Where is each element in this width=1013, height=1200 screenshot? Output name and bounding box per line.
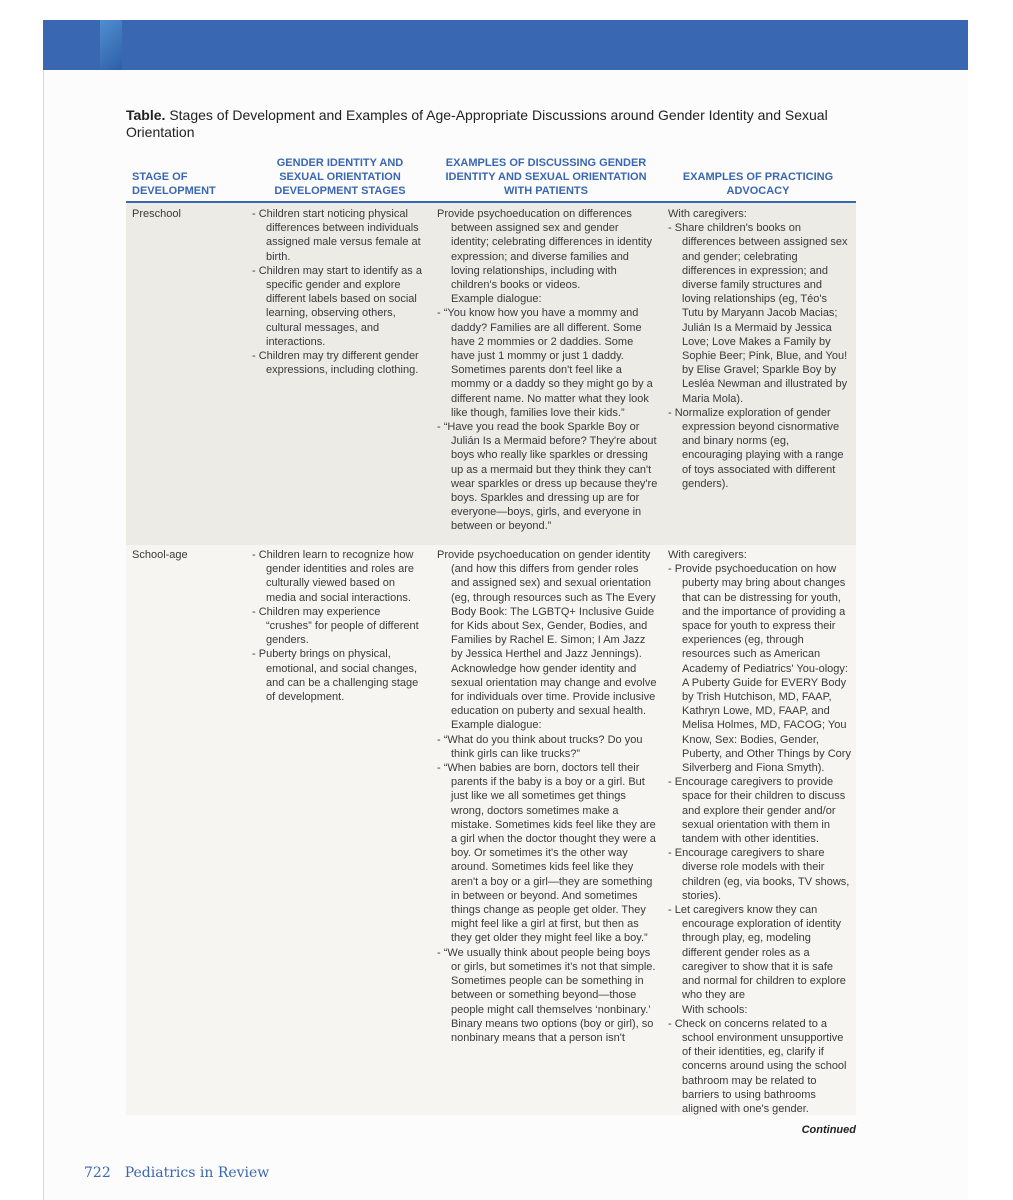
advocacy-cell-preschool [668, 207, 851, 491]
list-item: - Provide psychoeducation on how puberty may bring about changes that can be distressing for youth, and the importance of providing a space for youth to express their experiences (eg, through resources such as American Academy of Pediatrics' You-ology: A Puberty Guide for EVERY Body by Trish Hutchison, MD, FAAP, Kathryn Lowe, MD, FAAP, and Melisa Holmes, MD, FACOG; You Know, Sex: Bodies, Gender, Puberty, and Other Things by Cory Silverberg and Fiona Smyth). [668, 563, 851, 775]
list-item: - “You know how you have a mommy and daddy? Families are all different. Some have 2 mommies or 2 daddies. Some have just 1 mommy or just 1 daddy. Sometimes parents don't feel like a mommy or a daddy so they might go by a different name. No matter what they look like though, families love their kids.” [437, 307, 653, 419]
list-item: - Children learn to recognize how gender identities and roles are culturally viewed based on media and social interactions. [252, 549, 414, 604]
list-item: - “When babies are born, doctors tell their parents if the baby is a boy or a girl. But just like we all sometimes get things wrong, doctors sometimes make a mistake. Sometimes kids feel like they are a girl when the doctor thought they were a boy. Or sometimes it's the other way around. Sometimes kids feel like they aren't a boy or a girl—they are something in between or beyond. And sometimes things change as people get older. They might feel like a girl at first, but then as they get older they might feel like a boy.” [437, 762, 656, 945]
column-header-development: GENDER IDENTITY AND SEXUAL ORIENTATION DEVELOPMENT STAGES [274, 157, 406, 197]
page-footer [84, 1165, 283, 1181]
stage-cell-preschool: Preschool [132, 208, 181, 220]
list-item: - Encourage caregivers to provide space for their children to discuss and explore their gender and/or sexual orientation with them in tandem with other identities. [668, 776, 846, 846]
discussing-cell-school-age [437, 548, 659, 1045]
list-item: - Children may experience “crushes” for people of different genders. [252, 605, 419, 647]
list-item: - Children may start to identify as a specific gender and explore different labels based on social learning, observing others, cultural messages, and interactions. [252, 264, 422, 348]
page-number: 722 [84, 1165, 111, 1181]
dialogue-label: Example dialogue: [451, 719, 542, 732]
stage-cell-school-age: School-age [132, 549, 188, 561]
header-accent-block [100, 20, 122, 70]
development-cell-school-age [252, 548, 424, 704]
continued-note: Continued [801, 1124, 856, 1136]
advocacy-label-schools: With schools: [682, 1003, 748, 1016]
discussing-cell-preschool [437, 207, 659, 534]
page-left-rule [43, 70, 44, 1200]
advocacy-label: With caregivers: [668, 208, 747, 220]
list-item: - Normalize exploration of gender expression beyond cisnormative and binary norms (eg, encouraging playing with a range of toys associated with different genders). [668, 406, 844, 490]
discussing-intro: Provide psychoeducation on differences between assigned sex and gender identity; celebrating differences in identity expression; and diverse families and loving relationships, including with children's books or videos. [437, 208, 652, 292]
column-header-stage: STAGE OF DEVELOPMENT [132, 171, 216, 197]
list-item: - Children start noticing physical differences between individuals assigned male versus female at birth. [252, 208, 421, 263]
list-item: - Check on concerns related to a school environment unsupportive of their identities, eg, clarify if concerns around using the school bathroom may be related to barriers to using bathrooms aligned with one's gender. [668, 1017, 847, 1115]
advocacy-label: With caregivers: [668, 549, 747, 561]
development-cell-preschool [252, 207, 424, 377]
column-header-advocacy: EXAMPLES OF PRACTICING ADVOCACY [682, 171, 834, 197]
list-item: - Let caregivers know they can encourage exploration of identity through play, eg, modeling different gender roles as a caregiver to show that it is safe and normal for children to explore who they are [668, 904, 846, 1002]
table-caption-label: Table. [126, 107, 166, 123]
list-item: - Encourage caregivers to share diverse role models with their children (eg, via books, TV shows, stories). [668, 847, 850, 902]
list-item: - “What do you think about trucks? Do you think girls can like trucks?” [437, 733, 643, 760]
list-item: - Share children's books on differences between assigned sex and gender; celebrating differences in expression; and diverse family structures and loving relationships (eg, Téo's Tutu by Maryann Jacob Macias; Julián Is a Mermaid by Jessica Love; Love Makes a Family by Sophie Beer; Pink, Blue, and You! by Elise Gravel; Sparkle Boy by Lesléa Newman and illustrated by Maria Mola). [668, 222, 848, 405]
list-item: - Children may try different gender expressions, including clothing. [252, 350, 419, 377]
table-caption-text: Stages of Development and Examples of Age-Appropriate Discussions around Gender Identity and Sexual Orientation [126, 107, 828, 140]
list-item: - Puberty brings on physical, emotional, and social changes, and can be a challenging stage of development. [252, 648, 419, 704]
column-header-discussing: EXAMPLES OF DISCUSSING GENDER IDENTITY AND SEXUAL ORIENTATION WITH PATIENTS [445, 157, 647, 197]
table-caption [126, 107, 856, 141]
list-item: - “We usually think about people being boys or girls, but sometimes it's not that simple. Sometimes people can be something in between or something beyond—those people might call themselves ‘nonbinary.’ Binary means two options (boy or girl), so nonbinary means that a person isn't [437, 946, 656, 1044]
journal-name: Pediatrics in Review [124, 1165, 270, 1181]
discussing-intro: Provide psychoeducation on gender identity (and how this differs from gender roles and assigned sex) and sexual orientation (eg, through resources such as The Every Body Book: The LGBTQ+ Inclusive Guide for Kids about Sex, Gender, Bodies, and Families by Rachel E. Simon; I Am Jazz by Jessica Herthel and Jazz Jennings). Acknowledge how gender identity and sexual orientation may change and evolve for individuals over time. Provide inclusive education on puberty and sexual health. [437, 549, 657, 718]
dialogue-label: Example dialogue: [451, 293, 542, 306]
list-item: - “Have you read the book Sparkle Boy or Julián Is a Mermaid before? They're about boys who really like sparkles or dressing up as a mermaid but they think they can't wear sparkles or dress up because they're boys. Sparkles and dressing up are for everyone—boys, girls, and everyone in between or beyond.” [437, 421, 658, 533]
journal-header-bar [43, 20, 968, 70]
advocacy-cell-school-age [668, 548, 851, 1116]
